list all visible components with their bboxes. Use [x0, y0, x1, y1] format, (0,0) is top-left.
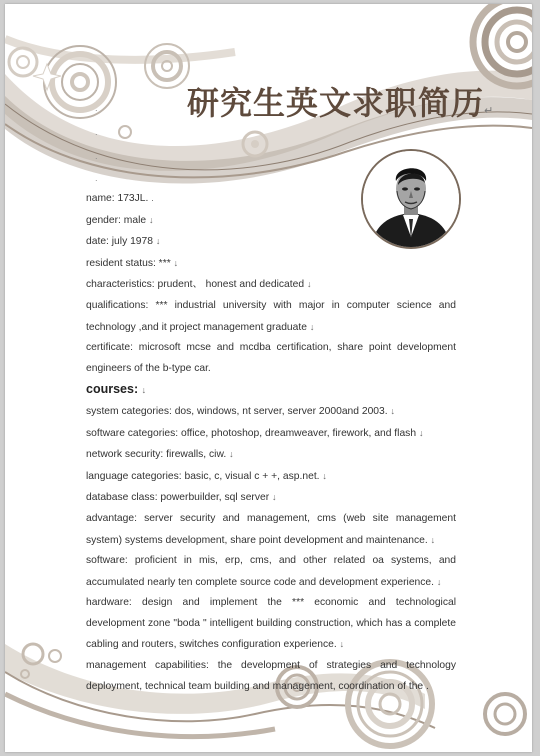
empty-paragraph-mark: .: [95, 152, 98, 161]
resume-line: [86, 338, 456, 379]
empty-paragraph-mark: .: [95, 128, 98, 137]
resume-line-text: management capabilities: the development of strategies and technology deployment, technical team building and management, coordination of the .: [86, 660, 456, 692]
line-end-mark: ↓: [141, 385, 147, 396]
line-end-mark: ↓: [155, 236, 161, 247]
document-page: [5, 4, 532, 752]
line-end-mark: ↓: [173, 257, 179, 268]
resume-line: [86, 487, 456, 509]
resume-line-text: system categories: dos, windows, nt server, server 2000and 2003.: [86, 405, 388, 417]
resume-line: [86, 253, 456, 275]
resume-line: [86, 188, 456, 210]
resume-line-text: hardware: design and implement the *** economic and technological development zone "boda " intelligent building construction, which has a complete cabling and routers, switches configuration experience.: [86, 597, 456, 651]
line-end-mark: .: [151, 193, 154, 203]
resume-line-text: database class: powerbuilder, sql server: [86, 492, 270, 504]
line-end-mark: ↓: [229, 449, 234, 460]
resume-line-text: gender: male: [86, 214, 147, 226]
resume-line-text: resident status: ***: [86, 257, 171, 269]
line-end-mark: ↓: [272, 492, 277, 503]
resume-line: [86, 210, 456, 232]
resume-line-text: advantage: server security and management, cms (web site management system) systems development, share point development and maintenance.: [86, 512, 456, 546]
line-end-mark: ↓: [339, 639, 345, 650]
resume-line-text: characteristics: prudent、 honest and dedicated: [86, 279, 305, 291]
line-end-mark: ↓: [309, 321, 315, 332]
resume-line-text: network security: firewalls, ciw.: [86, 449, 227, 461]
resume-line: [86, 423, 456, 445]
resume-title: [187, 78, 494, 124]
empty-paragraph-mark: .: [95, 104, 98, 113]
line-end-mark: ↓: [148, 214, 154, 225]
resume-line: [86, 274, 456, 296]
resume-line: [86, 551, 456, 593]
resume-line: [86, 656, 456, 697]
paragraph-mark: ↵: [484, 104, 495, 117]
resume-line: [86, 593, 456, 656]
resume-line: [86, 466, 456, 488]
line-end-mark: ↓: [306, 279, 312, 290]
empty-paragraph-mark: .: [95, 174, 98, 183]
resume-line-text: language categories: basic, c, visual c + +, asp.net.: [86, 470, 320, 482]
resume-line-text: certificate: microsoft mcse and mcdba certification, share point development engineers of the b-type car.: [86, 342, 456, 374]
line-end-mark: ↓: [322, 470, 327, 481]
resume-line-text: software: proficient in mis, erp, cms, and other related oa systems, and accumulated nearly ten complete source code and development experience.: [86, 555, 456, 588]
resume-line-text: courses:: [86, 382, 139, 397]
resume-line: [86, 231, 456, 253]
resume-line-text: name: 173JL.: [86, 193, 149, 204]
line-end-mark: ↓: [418, 427, 424, 438]
resume-line: [86, 509, 456, 551]
resume-line-text: date: july 1978: [86, 236, 153, 248]
resume-line: [86, 401, 456, 423]
resume-line-text: qualifications: *** industrial university with major in computer science and technology ,and it project management graduate: [86, 299, 456, 333]
resume-title-text: 研究生英文求职简历: [187, 84, 485, 122]
resume-body: [86, 188, 456, 697]
resume-line-text: software categories: office, photoshop, dreamweaver, firework, and flash: [86, 427, 417, 439]
resume-line: [86, 296, 456, 338]
resume-line: [86, 444, 456, 466]
line-end-mark: ↓: [390, 405, 396, 416]
line-end-mark: ↓: [430, 534, 436, 545]
section-heading: [86, 379, 456, 401]
line-end-mark: ↓: [436, 576, 442, 587]
